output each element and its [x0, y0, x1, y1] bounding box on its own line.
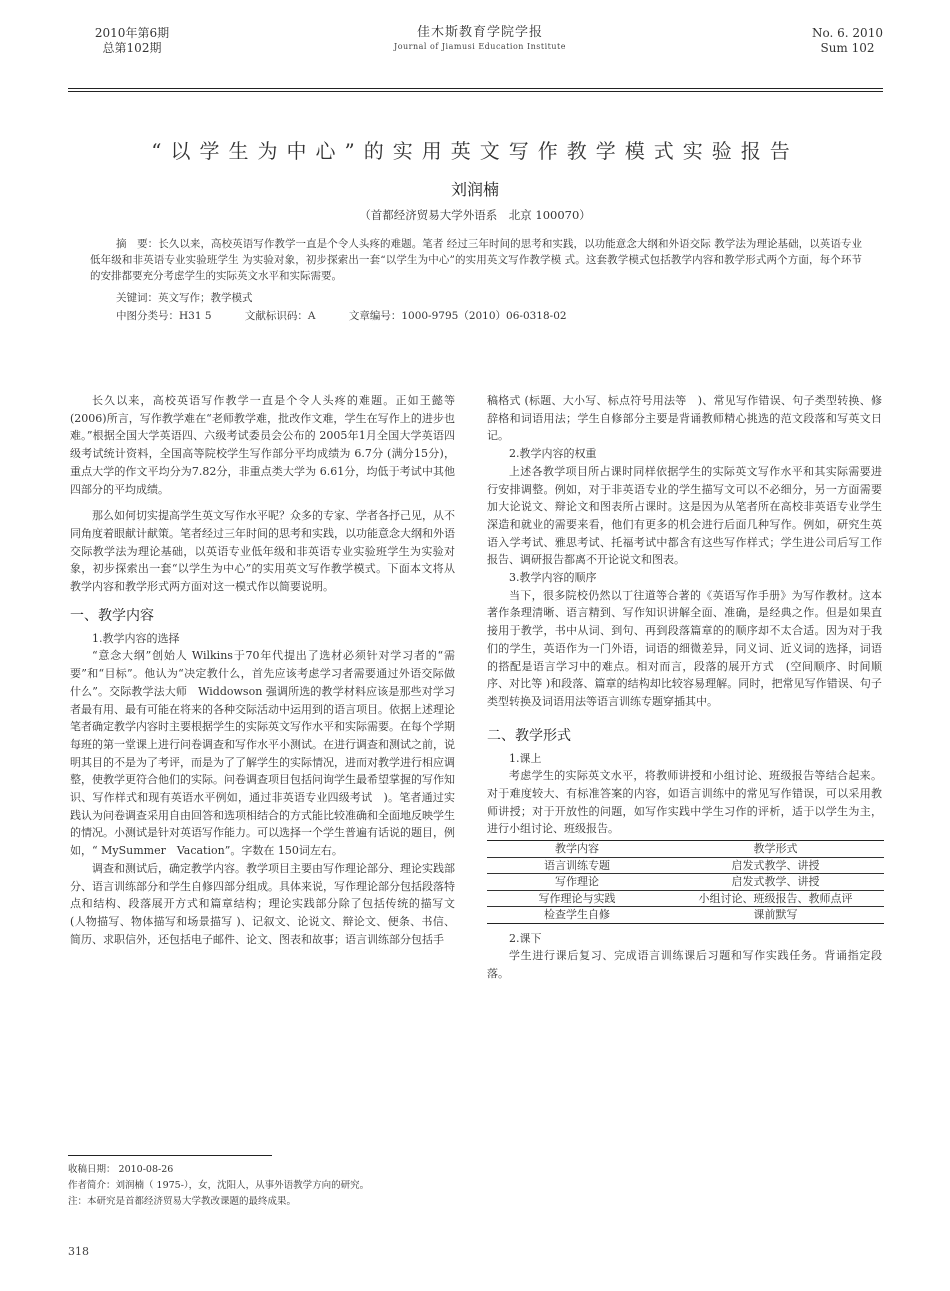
paragraph: 上述各教学项目所占课时同样依据学生的实际英文写作水平和其实际需要进行安排调整。例如，对于非英语专业的学生描写文可以不必细分，另一方面需要加大论说文、辩论文和图表所占课时。这是因为从笔者所在高校非英语专业学生深造和就业的需要来看，他们有更多的机会进行后面几种写作。例如，研究生英语入学考试、雅思考试、托福考试中都含有这些写作样式；学生进公司后写工作报告、调研报告都离不开论说文和图表。: [487, 464, 882, 567]
funding-note: 注：本研究是首都经济贸易大学教改课题的最终成果。: [68, 1196, 297, 1207]
received-date: 收稿日期： 2010-08-26: [68, 1164, 174, 1175]
right-column: [487, 392, 882, 983]
subsection-heading: 2.教学内容的权重: [509, 447, 597, 461]
header-rule: [68, 88, 883, 89]
paragraph: 稿格式 (标题、大小写、标点符号用法等 )、常见写作错误、句子类型转换、修辞格和词语用法；学生自修部分主要是背诵教师精心挑选的范文段落和写英文日记。: [487, 394, 882, 443]
subsection-heading: 1.教学内容的选择: [92, 631, 180, 645]
author-affiliation: （首都经济贸易大学外语系 北京 100070）: [359, 208, 591, 222]
author-bio: 作者简介：刘润楠（ 1975-），女，沈阳人，从事外语教学方向的研究。: [68, 1180, 370, 1191]
table-cell: 写作理论与实践: [487, 890, 667, 907]
table-header-cell: 教学形式: [667, 841, 884, 858]
table-cell: 启发式教学、讲授: [667, 874, 884, 891]
clc-number: 中图分类号：H31 5: [116, 310, 212, 322]
table-cell: 语言训练专题: [487, 857, 667, 874]
table-row: [487, 857, 884, 874]
subsection-heading: 3.教学内容的顺序: [509, 571, 597, 585]
issue-total: 总第102期: [102, 41, 162, 55]
table-row: [487, 890, 884, 907]
footnote-rule: [68, 1155, 272, 1156]
subsection-heading: 2.课下: [509, 931, 542, 945]
table-cell: 写作理论: [487, 874, 667, 891]
section-heading: 二、教学形式: [487, 727, 571, 744]
issue-info: [72, 26, 192, 56]
issue-sum: Sum 102: [820, 41, 875, 55]
paragraph: 那么如何切实提高学生英文写作水平呢？众多的专家、学者各抒己见，从不同角度着眼献计献策。笔者经过三年时间的思考和实践，以功能意念大纲和外语交际教学法为理论基础，以英语专业低年级和非英语专业实验班学生为实验对象，初步探索出一套“以学生为中心”的实用英文写作教学模式。下面本文将从教学内容和教学形式两方面对这一模式作以简要说明。: [70, 509, 455, 594]
header-rule-2: [68, 91, 883, 92]
journal-name: [330, 24, 630, 53]
page-number: 318: [68, 1245, 89, 1258]
article-title: “以学生为中心”的实用英文写作教学模式实验报告: [151, 139, 799, 163]
table-row: [487, 907, 884, 924]
document-code: 文献标识码：A: [244, 310, 316, 322]
table-header-row: [487, 841, 884, 858]
keywords: 关键词：英文写作；教学模式: [116, 292, 253, 304]
paragraph: “意念大纲”创始人 Wilkins于70年代提出了选材必须针对学习者的“需要”和“目标”。他认为“决定教什么，首先应该考虑学习者需要通过外语交际做什么”。交际教学法大师 Widdowson 强调所选的教学材料应该是那些对学习者最有用、最有可能在将来的各种交际活动中运用到的语言项目。依据上述理论笔者确定教学内容时主要根据学生的实际英文写作水平和实际需要。在每个学期每班的第一堂课上进行问卷调查和写作水平小测试。在进行调查和测试之前，说明其目的不是为了考评，而是为了了解学生的实际情况，进而对教学进行相应调整，使教学更符合他们的实际。问卷调查项目包括问询学生最希望掌握的写作知识、写作样式和现有英语水平例如，通过非英语专业四级考试 )。笔者通过实践认为问卷调查采用自由回答和选项相结合的方式能比较准确和全面地反映学生的情况。小测试是针对英语写作能力。可以选择一个学生普遍有话说的题目，例如，“ MySummer Vacation”。字数在 150词左右。: [70, 649, 455, 858]
journal-name-en: Journal of Jiamusi Education Institute: [394, 42, 566, 51]
paragraph: 调查和测试后，确定教学内容。教学项目主要由写作理论部分、理论实践部分、语言训练部分和学生自修四部分组成。具体来说，写作理论部分包括段落特点和结构、段落展开方式和篇章结构；理论实践部分除了包括传统的描写文 (人物描写、物体描写和场景描写 )、记叙文、论说文、辩论文、便条、书信、简历、求职信外，还包括电子邮件、论文、图表和故事；语言训练部分包括手: [70, 861, 466, 946]
section-heading: 一、教学内容: [70, 607, 154, 624]
paragraph: 学生进行课后复习、完成语言训练课后习题和写作实践任务。背诵指定段落。: [487, 949, 882, 981]
journal-name-cn: 佳木斯教育学院学报: [416, 25, 543, 40]
footnotes: [68, 1162, 369, 1210]
subsection-heading: 1.课上: [509, 751, 542, 765]
table-cell: 检查学生自修: [487, 907, 667, 924]
table-row: [487, 874, 884, 891]
teaching-table: [487, 840, 884, 924]
issue-number: [800, 26, 895, 56]
left-column: [70, 392, 466, 948]
issue-no: No. 6. 2010: [812, 26, 883, 40]
table-cell: 启发式教学、讲授: [667, 857, 884, 874]
classification-line: [116, 308, 597, 324]
paragraph: 考虑学生的实际英文水平，将教师讲授和小组讨论、班级报告等结合起来。对于难度较大、有标准答案的内容，如语言训练中的常见写作错误，可以采用教师讲授；对于开放性的问题，如写作实践中学生习作的评析，适于以学生为主，进行小组讨论、班级报告。: [487, 769, 882, 836]
paragraph: 长久以来，高校英语写作教学一直是个令人头疼的难题。正如王懿等 (2006)所言，写作教学难在“老师教学难，批改作文难，学生在写作上的进步也难。”根据全国大学英语四、六级考试委员会公布的 2005年1月全国大学英语四级考试统计资料，全国高等院校学生写作部分平均成绩为 6.7分 (满分15分)，重点大学的作文平均分为7.82分，非重点类大学为 6.61分，均低于考试中其他四部分的平均成绩。: [70, 394, 455, 496]
paragraph: 当下，很多院校仍然以丁往道等合著的《英语写作手册》为写作教材。这本著作条理清晰、语言精到、写作知识讲解全面、准确，是经典之作。但是如果直接用于教学，书中从词、到句、再到段落篇章的的顺序却不太合适。因为对于我们的学生，英语作为一门外语，词语的细微差异，同义词、近义词的选择，词语的搭配是语言学习中的难点。相对而言，段落的展开方式 (空间顺序、时间顺序、对比等 )和段落、篇章的结构却比较容易理解。同时，把常见写作错误、句子类型转换及词语用法等语言训练专题穿插其中。: [487, 588, 882, 708]
table-cell: 课前默写: [667, 907, 884, 924]
abstract: 摘 要：长久以来，高校英语写作教学一直是个令人头疼的难题。笔者 经过三年时间的思考和实践，以功能意念大纲和外语交际 教学法为理论基础，以英语专业低年级和非英语专业实验班学生 为实验对象，初步探索出一套“以学生为中心”的实用英文写作教学模 式。这套教学模式包括教学内容和教学形式两个方面，每个环节的安排都要充分考虑学生的实际英文水平和实际需要。: [90, 238, 862, 282]
article-author: 刘润楠: [450, 180, 499, 199]
issue-year: 2010年第6期: [94, 26, 170, 40]
table-header-cell: 教学内容: [487, 841, 667, 858]
article-number: 文章编号：1000-9795（2010）06-0318-02: [348, 310, 567, 322]
table-cell: 小组讨论、班级报告、教师点评: [667, 890, 884, 907]
